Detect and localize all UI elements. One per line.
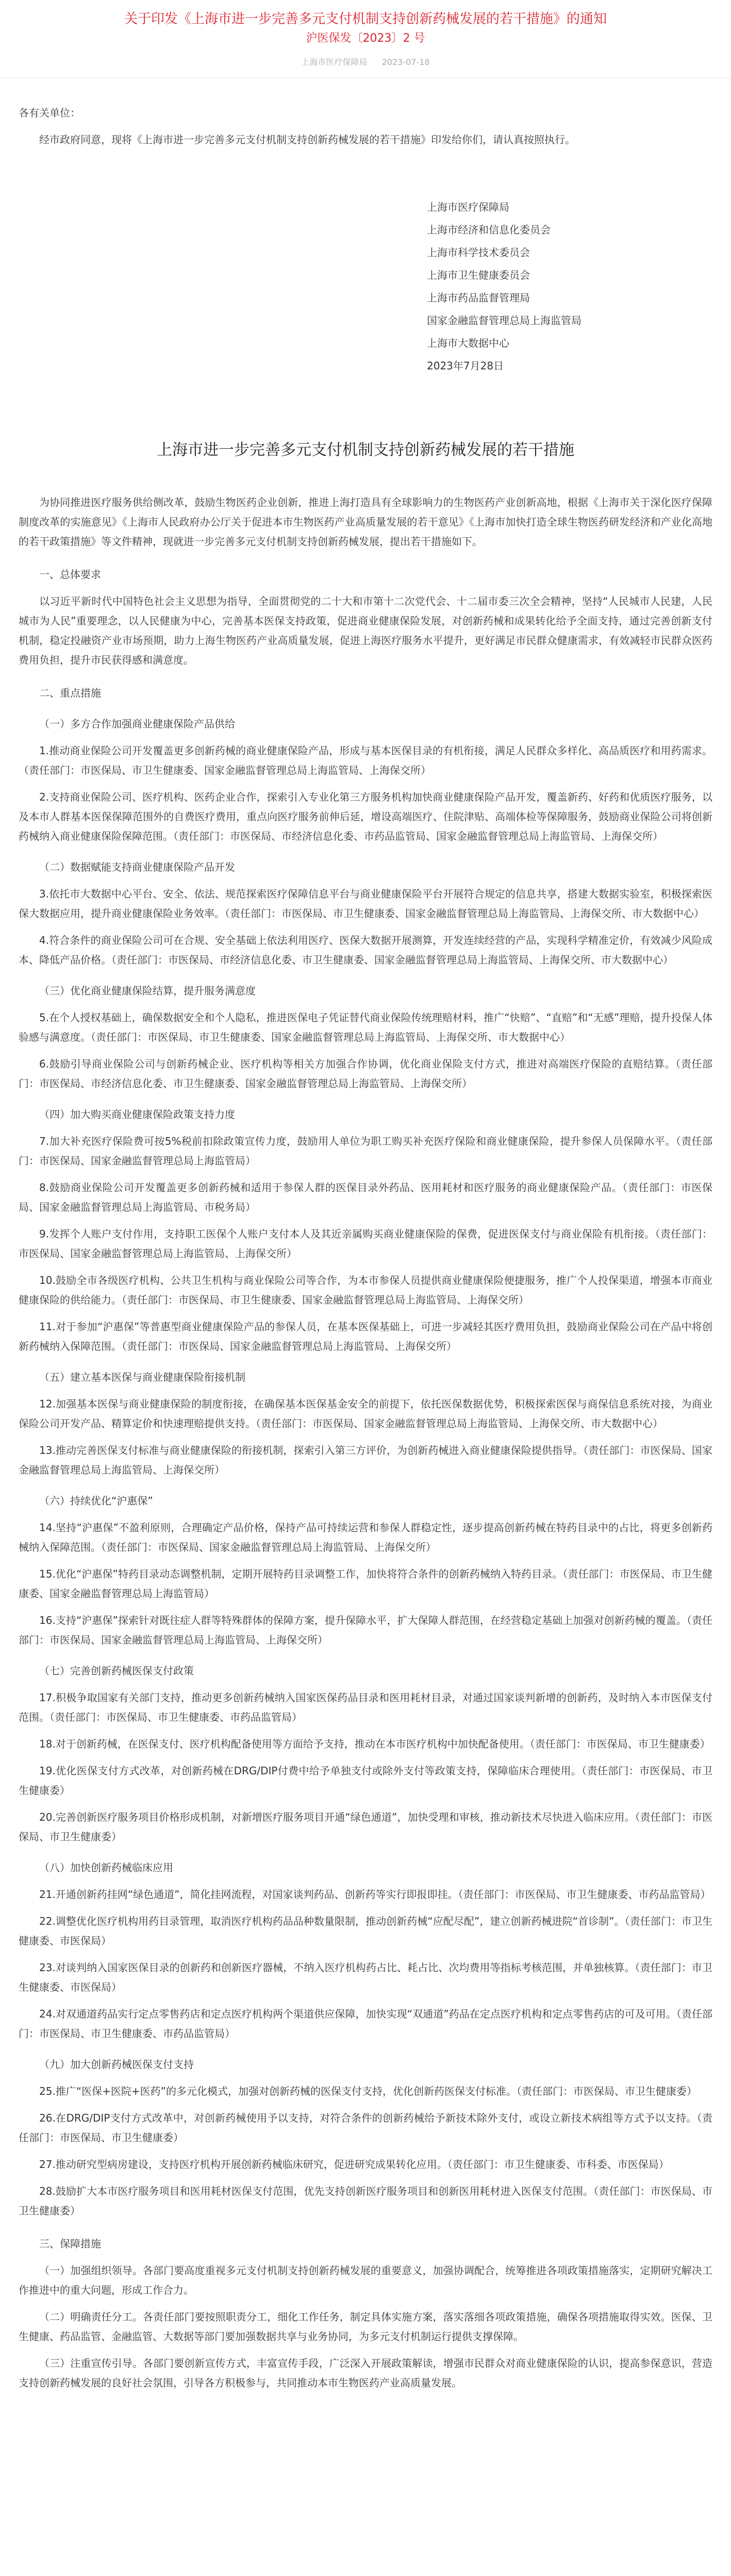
- measure-item: 4.符合条件的商业保险公司可在合规、安全基础上依法利用医疗、医保大数据开展测算，开发连续经营的产品，实现科学精准定价，有效减少风险成本、降低产品价格。（责任部门：市医保局、市经济信息化委、市卫生健康委、国家金融监督管理总局上海监管局、上海保交所、市大数据中心）: [19, 934, 712, 966]
- measure-item: （三）注重宣传引导。各部门要创新宣传方式，丰富宣传手段，广泛深入开展政策解读，增强市民群众对商业健康保险的认识，提高参保意识，营造支持创新药械发展的良好社会氛围，引导各方积极参与，共同推动本市生物医药产业高质量发展。: [19, 2357, 712, 2389]
- signer-line: 国家金融监督管理总局上海监管局: [427, 314, 582, 327]
- measure-item: 13.推动完善医保支付标准与商业健康保险的衔接机制，探索引入第三方评价，为创新药械进入商业健康保险提供指导。（责任部门：市医保局、国家金融监督管理总局上海监管局、上海保交所）: [19, 1444, 712, 1476]
- measure-item: 17.积极争取国家有关部门支持，推动更多创新药械纳入国家医保药品目录和医用耗材目录，对通过国家谈判新增的创新药，及时纳入本市医保支付范围。（责任部门：市医保局、市卫生健康委、市药品监管局）: [19, 1691, 712, 1723]
- measure-item: 21.开通创新药挂网“绿色通道”，简化挂网流程，对国家谈判药品、创新药等实行即报即挂。（责任部门：市医保局、市卫生健康委、市药品监管局）: [39, 1888, 711, 1901]
- measure-item: 19.优化医保支付方式改革，对创新药械在DRG/DIP付费中给予单独支付或除外支付等政策支持，保障临床合理使用。（责任部门：市医保局、市卫生健康委）: [19, 1765, 712, 1797]
- signer-line: 上海市大数据中心: [427, 337, 509, 349]
- measure-item: 5.在个人授权基础上，确保数据安全和个人隐私，推进医保电子凭证替代商业保险传统理赔材料，推广“快赔”、“直赔”和“无感”理赔，提升投保人体验感与满意度。（责任部门：市医保局、市卫生健康委、国家金融监督管理总局上海监管局、上海保交所、市大数据中心）: [19, 1011, 712, 1043]
- subsection-heading: （二）数据赋能支持商业健康保险产品开发: [39, 861, 235, 873]
- signer-line: 上海市经济和信息化委员会: [427, 224, 551, 236]
- section-heading: 三、保障措施: [39, 2238, 101, 2250]
- measure-item: 12.加强基本医保与商业健康保险的制度衔接，在确保基本医保基金安全的前提下，依托医保数据优势，积极探索医保与商保信息系统对接，为商业保险公司开发产品、精算定价和快速理赔提供支持。（责任部门：市医保局、国家金融监督管理总局上海监管局、上海保交所、市大数据中心）: [19, 1398, 712, 1430]
- signer-line: 上海市科学技术委员会: [427, 246, 530, 259]
- measure-item: 11.对于参加“沪惠保”等普惠型商业健康保险产品的参保人员，在基本医保基础上，可进一步减轻其医疗费用负担，鼓励商业保险公司在产品中将创新药械纳入保障范围。（责任部门：市医保局、国家金融监督管理总局上海监管局、上海保交所）: [19, 1320, 712, 1352]
- measure-item: 20.完善创新医疗服务项目价格形成机制，对新增医疗服务项目开通“绿色通道”，加快受理和审核，推动新技术尽快进入临床应用。（责任部门：市医保局、市卫生健康委）: [19, 1811, 712, 1843]
- signer-list: [19, 196, 712, 377]
- section-heading: 二、重点措施: [39, 687, 101, 699]
- measure-item: 28.鼓励扩大本市医疗服务项目和医用耗材医保支付范围，优先支持创新医疗服务项目和创新医用耗材进入医保支付范围。（责任部门：市医保局、市卫生健康委）: [19, 2185, 712, 2217]
- signer-date: 2023年7月28日: [427, 360, 504, 372]
- measure-item: 27.推动研究型病房建设，支持医疗机构开展创新药械临床研究，促进研究成果转化应用。（责任部门：市卫生健康委、市科委、市医保局）: [39, 2158, 669, 2171]
- measure-item: 3.依托市大数据中心平台、安全、依法、规范探索医疗保障信息平台与商业健康保险平台开展符合规定的信息共享，搭建大数据实验室，积极探索医保大数据应用，提升商业健康保险业务效率。（责任部门：市医保局、市卫生健康委、国家金融监督管理总局上海监管局、上海保交所、市大数据中心）: [19, 888, 712, 920]
- measure-item: 14.坚持“沪惠保”不盈利原则，合理确定产品价格，保持产品可持续运营和参保人群稳定性，逐步提高创新药械在特药目录中的占比，将更多创新药械纳入保障范围。（责任部门：市医保局、国家金融监督管理总局上海监管局、上海保交所）: [19, 1521, 712, 1553]
- measures-title: 上海市进一步完善多元支付机制支持创新药械发展的若干措施: [157, 441, 574, 459]
- measure-item: （二）明确责任分工。各责任部门要按照职责分工，细化工作任务，制定具体实施方案，落实落细各项政策措施，确保各项措施取得实效。医保、卫生健康、药品监管、金融监管、大数据等部门要加强数据共享与业务协同，为多元支付机制运行提供支撑保障。: [19, 2311, 712, 2343]
- section-heading: 一、总体要求: [39, 568, 101, 581]
- publish-meta: [0, 56, 731, 67]
- document-number: 沪医保发〔2023〕2 号: [306, 32, 425, 45]
- measure-item: 16.支持“沪惠保”探索针对既往症人群等特殊群体的保障方案，提升保障水平，扩大保障人群范围，在经营稳定基础上加强对创新药械的覆盖。（责任部门：市医保局、国家金融监督管理总局上海监管局、上海保交所）: [19, 1614, 712, 1646]
- document-header: [0, 0, 731, 67]
- subsection-heading: （一）多方合作加强商业健康保险产品供给: [39, 718, 235, 730]
- measure-item: 8.鼓励商业保险公司开发覆盖更多创新药械和适用于参保人群的医保目录外药品、医用耗材和医疗服务的商业健康保险产品。（责任部门：市医保局、国家金融监督管理总局上海监管局、市税务局）: [19, 1181, 712, 1213]
- measure-item: 2.支持商业保险公司、医疗机构、医药企业合作，探索引入专业化第三方服务机构加快商业健康保险产品开发，覆盖新药、好药和优质医疗服务，以及本市人群基本医保保障范围外的自费医疗费用，重点向医疗服务前伸后延，增设高端医疗、住院津贴、高端体检等保障服务，鼓励商业保险公司将创新药械纳入商业健康保险保障范围。（责任部门：市医保局、市经济信息化委、市药品监管局、国家金融监督管理总局上海监管局、上海保交所）: [19, 791, 712, 842]
- measure-item: 23.对谈判纳入国家医保目录的创新药和创新医疗器械，不纳入医疗机构药占比、耗占比、次均费用等指标考核范围，并单独核算。（责任部门：市卫生健康委、市医保局）: [19, 1961, 712, 1993]
- measure-item: 18.对于创新药械，在医保支付、医疗机构配备使用等方面给予支持，推动在本市医疗机构中加快配备使用。（责任部门：市医保局、市卫生健康委）: [39, 1738, 710, 1750]
- article-content: [0, 103, 731, 2393]
- subsection-heading: （七）完善创新药械医保支付政策: [39, 1665, 194, 1677]
- measure-item: 10.鼓励全市各级医疗机构、公共卫生机构与商业保险公司等合作，为本市参保人员提供商业健康保险便捷服务，推广个人投保渠道，增强本市商业健康保险的供给能力。（责任部门：市医保局、市卫生健康委、国家金融监督管理总局上海监管局、上海保交所）: [19, 1274, 712, 1306]
- subsection-heading: （八）加快创新药械临床应用: [39, 1861, 173, 1874]
- measure-item: （一）加强组织领导。各部门要高度重视多元支付机制支持创新药械发展的重要意义，加强协调配合，统筹推进各项政策措施落实，定期研究解决工作推进中的重大问题，形成工作合力。: [19, 2264, 712, 2296]
- subsection-heading: （四）加大购买商业健康保险政策支持力度: [39, 1108, 235, 1121]
- measures-sections: [19, 565, 712, 2393]
- subsection-heading: （三）优化商业健康保险结算，提升服务满意度: [39, 985, 256, 997]
- signer-line: 上海市卫生健康委员会: [427, 269, 530, 281]
- signer-line: 上海市药品监督管理局: [427, 292, 530, 304]
- measure-item: 以习近平新时代中国特色社会主义思想为指导，全面贯彻党的二十大和市第十二次党代会、十二届市委三次全会精神，坚持“人民城市人民建，人民城市为人民”重要理念，以人民健康为中心，完善基本医保支持政策，促进商业健康保险发展，对创新药械和成果转化给予全面支持，通过完善创新支付机制，稳定投融资产业市场预期，助力上海生物医药产业高质量发展，促进上海医疗服务水平提升，更好满足市民群众健康需求，有效减轻市民群众医药费用负担，提升市民获得感和满意度。: [19, 595, 712, 666]
- subsection-heading: （九）加大创新药械医保支付支持: [39, 2058, 194, 2071]
- measures-intro: 为协同推进医疗服务供给侧改革，鼓励生物医药企业创新，推进上海打造具有全球影响力的生物医药产业创新高地，根据《上海市关于深化医疗保障制度改革的实施意见》《上海市人民政府办公厅关于促进本市生物医药产业高质量发展的若干意见》《上海市加快打造全球生物医药研发经济和产业化高地的若干政策措施》等文件精神，现就进一步完善多元支付机制支持创新药械发展，提出若干措施如下。: [19, 496, 712, 548]
- publish-date: 2023-07-18: [381, 57, 430, 67]
- measure-item: 1.推动商业保险公司开发覆盖更多创新药械的商业健康保险产品，形成与基本医保目录的有机衔接，满足人民群众多样化、高品质医疗和用药需求。（责任部门：市医保局、市卫生健康委、国家金融监督管理总局上海监管局、上海保交所）: [19, 744, 712, 776]
- measure-item: 22.调整优化医疗机构用药目录管理，取消医疗机构药品品种数量限制，推动创新药械“应配尽配”，建立创新药械进院“首诊制”。（责任部门：市卫生健康委、市医保局）: [19, 1915, 712, 1947]
- measure-item: 26.在DRG/DIP支付方式改革中，对创新药械使用予以支持，对符合条件的创新药械给予新技术除外支付，或设立新技术病组等方式予以支持。（责任部门：市医保局、市卫生健康委）: [19, 2112, 712, 2144]
- measure-item: 6.鼓励引导商业保险公司与创新药械企业、医疗机构等相关方加强合作协调，优化商业保险支付方式，推进对高端医疗保险的直赔结算。（责任部门：市医保局、市经济信息化委、市卫生健康委、国家金融监督管理总局上海监管局、上海保交所）: [19, 1058, 712, 1090]
- notice-salutation: 各有关单位：: [19, 107, 80, 119]
- page-title: 关于印发《上海市进一步完善多元支付机制支持创新药械发展的若干措施》的通知: [124, 11, 607, 27]
- publish-source: 上海市医疗保障局: [301, 57, 368, 67]
- signer-line: 上海市医疗保障局: [427, 201, 509, 213]
- measure-item: 25.推广“医保+医院+医药”的多元化模式，加强对创新药械的医保支付支持，优化创新药医保支付标准。（责任部门：市医保局、市卫生健康委）: [39, 2085, 697, 2097]
- measure-item: 7.加大补充医疗保险费可按5%税前扣除政策宣传力度，鼓励用人单位为职工购买补充医疗保险和商业健康保险，提升参保人员保障水平。（责任部门：市医保局、国家金融监督管理总局上海监管局）: [19, 1135, 712, 1167]
- notice-body: 经市政府同意，现将《上海市进一步完善多元支付机制支持创新药械发展的若干措施》印发给你们，请认真按照执行。: [39, 133, 575, 146]
- measure-item: 9.发挥个人账户支付作用，支持职工医保个人账户支付本人及其近亲属购买商业健康保险的保费，促进医保支付与商业保险有机衔接。（责任部门：市医保局、国家金融监督管理总局上海监管局、上海保交所）: [19, 1228, 712, 1260]
- subsection-heading: （六）持续优化“沪惠保”: [39, 1495, 153, 1507]
- measure-item: 24.对双通道药品实行定点零售药店和定点医疗机构两个渠道供应保障，加快实现“双通道”药品在定点医疗机构和定点零售药店的可及可用。（责任部门：市医保局、市卫生健康委、市药品监管局）: [19, 2008, 712, 2040]
- subsection-heading: （五）建立基本医保与商业健康保险衔接机制: [39, 1371, 245, 1383]
- measure-item: 15.优化“沪惠保”特药目录动态调整机制，定期开展特药目录调整工作，加快将符合条件的创新药械纳入特药目录。（责任部门：市医保局、市卫生健康委、国家金融监督管理总局上海监管局）: [19, 1568, 712, 1600]
